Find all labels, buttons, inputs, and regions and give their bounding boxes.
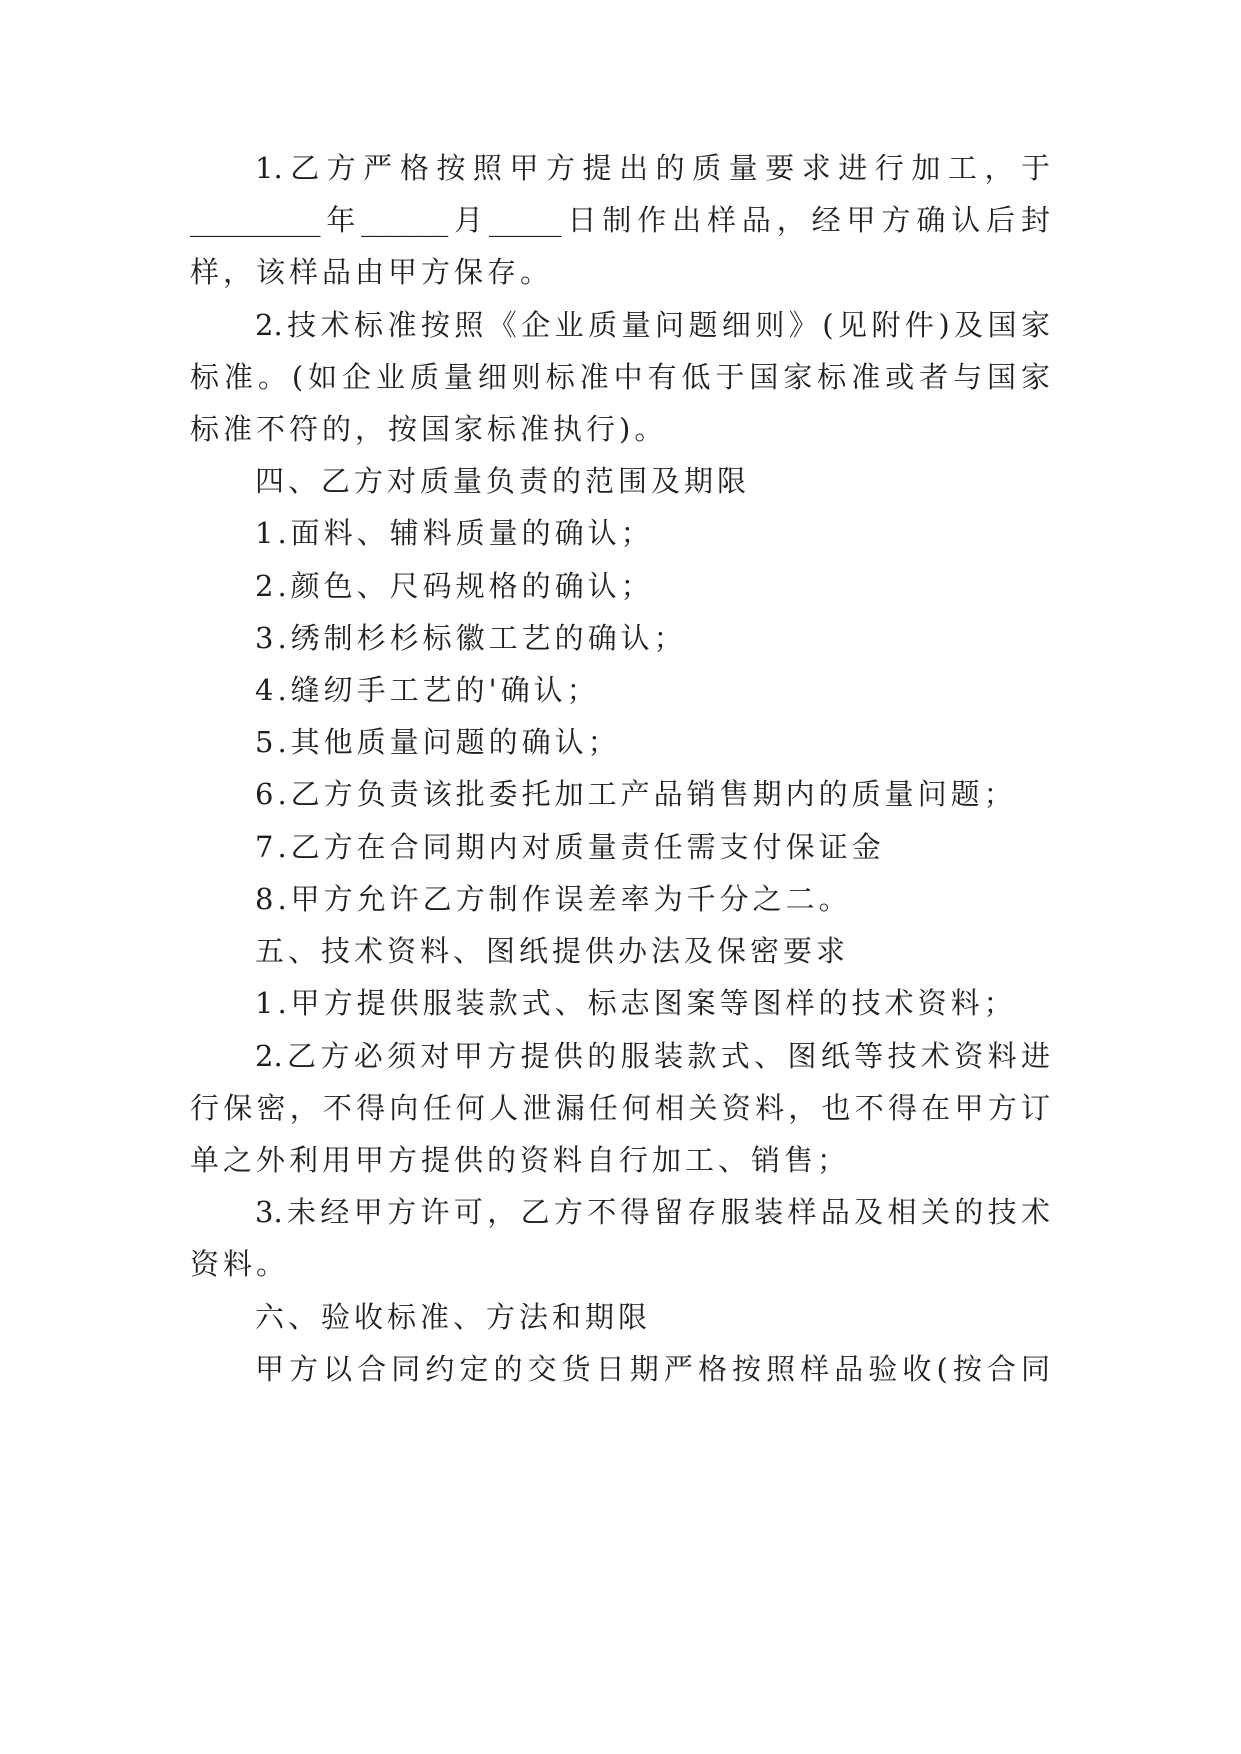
list-item: 1.面料、辅料质量的确认；	[255, 516, 654, 550]
paragraph-line: 甲方以合同约定的交货日期严格按照样品验收(按合同	[255, 1352, 1050, 1386]
paragraph-line: 2.技术标准按照《企业质量问题细则》(见附件)及国家	[255, 308, 1050, 342]
section-heading: 五、技术资料、图纸提供办法及保密要求	[255, 934, 850, 968]
list-item: 8.甲方允许乙方制作误差率为千分之二。	[255, 882, 852, 916]
paragraph-line: _________年______月_____日制作出样品，经甲方确认后封	[190, 203, 1050, 237]
list-item: 1.甲方提供服装款式、标志图案等图样的技术资料；	[255, 986, 1017, 1020]
list-item: 4.缝纫手工艺的'确认；	[255, 673, 600, 707]
paragraph-line: 2.乙方必须对甲方提供的服装款式、图纸等技术资料进	[255, 1039, 1050, 1073]
section-heading: 四、乙方对质量负责的范围及期限	[255, 464, 751, 498]
list-item: 5.其他质量问题的确认；	[255, 725, 621, 759]
list-item: 3.绣制杉杉标徽工艺的确认；	[255, 621, 687, 655]
paragraph-line: 标准不符的，按国家标准执行)。	[190, 412, 668, 446]
list-item: 6.乙方负责该批委托加工产品销售期内的质量问题；	[255, 777, 1017, 811]
paragraph-line: 单之外利用甲方提供的资料自行加工、销售；	[190, 1143, 851, 1177]
list-item: 7.乙方在合同期内对质量责任需支付保证金	[255, 830, 885, 864]
paragraph-line: 标准。(如企业质量细则标准中有低于国家标准或者与国家	[190, 360, 1050, 394]
paragraph-line: 1.乙方严格按照甲方提出的质量要求进行加工，于	[255, 151, 1050, 185]
paragraph-line: 行保密，不得向任何人泄漏任何相关资料，也不得在甲方订	[190, 1091, 1050, 1125]
section-heading: 六、验收标准、方法和期限	[255, 1300, 652, 1334]
list-item: 2.颜色、尺码规格的确认；	[255, 569, 654, 603]
paragraph-line: 3.未经甲方许可，乙方不得留存服装样品及相关的技术	[255, 1195, 1050, 1229]
paragraph-line: 资料。	[190, 1247, 290, 1281]
paragraph-line: 样，该样品由甲方保存。	[190, 255, 554, 289]
